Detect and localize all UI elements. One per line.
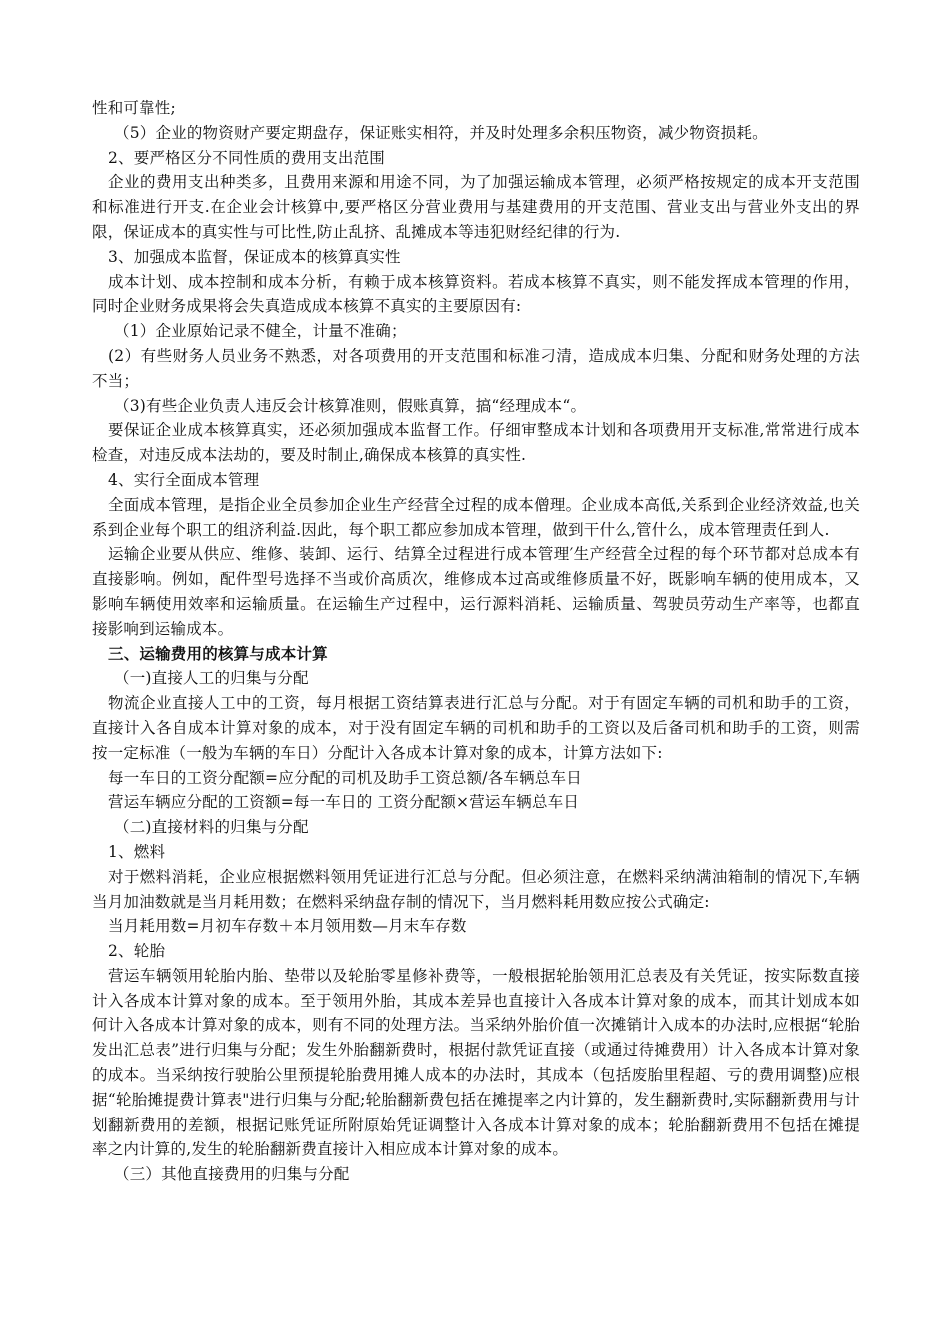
list-item: (2）有些财务人员业务不熟悉，对各项费用的开支范围和标准刁清，造成成本归集、分配和财务处理的方法不当；: [92, 346, 860, 390]
formula: 当月耗用数=月初车存数＋本月领用数—月末车存数: [108, 917, 467, 936]
section-heading: 2、轮胎: [108, 942, 166, 961]
list-item: （1）企业原始记录不健全，计量不准确；: [114, 322, 407, 341]
subsection-heading: （三）其他直接费用的归集与分配: [114, 1165, 350, 1184]
section-heading: 2、要严格区分不同性质的费用支出范围: [108, 148, 385, 167]
paragraph: 营运车辆领用轮胎内胎、垫带以及轮胎零星修补费等，一般根据轮胎领用汇总表及有关凭证，按实际数直接计入各成本计算对象的成本。至于领用外胎，其成本差异也直接计入各成本计算对象的成本，而其计划成本如何计入各成本计算对象的成本，则有不同的处理方法。当采纳外胎价值一次摊销计入成本的办法时,应根据“轮胎发出汇总表”进行归集与分配；发生外胎翻新费时，根据付款凭证直接（或通过待摊费用）计入各成本计算对象的成本。当采纳按行驶胎公里预提轮胎费用摊人成本的办法时，其成本（包括废胎里程超、亏的费用调整)应根据“轮胎摊提费计算表"进行归集与分配;轮胎翻新费包括在摊提率之内计算的，发生翻新费时,实际翻新费用与计划翻新费用的差额，根据记账凭证所附原始凭证调整计入各成本计算对象的成本；轮胎翻新费用不包括在摊提率之内计算的,发生的轮胎翻新费直接计入相应成本计算对象的成本。: [92, 966, 860, 1159]
formula: 每一车日的工资分配额=应分配的司机及助手工资总额/各车辆总车日: [108, 768, 582, 787]
section-heading: 4、实行全面成本管理: [108, 470, 260, 489]
paragraph: 运输企业要从供应、维修、装卸、运行、结算全过程进行成本管理′生产经营全过程的每个环节都对总成本有直接影响。例如，配件型号选择不当或价高质次，维修成本过高或维修质量不好，既影响车辆的使用成本，又影响车辆使用效率和运输质量。在运输生产过程中，运行源料消耗、运输质量、驾驶员劳动生产率等，也都直接影响到运输成本。: [92, 545, 860, 638]
section-heading: 3、加强成本监督，保证成本的核算真实性: [108, 247, 401, 266]
paragraph: 要保证企业成本核算真实，还必须加强成本监督工作。仔细审整成本计划和各项费用开支标准,常常进行成本检查，对违反成本法劫的，要及时制止,确保成本核算的真实性.: [92, 421, 860, 465]
chapter-heading: 三、运输费用的核算与成本计算: [108, 643, 328, 663]
list-item: （3)有些企业负责人违反会计核算准则，假账真算，搞“经理成本“。: [114, 396, 587, 415]
list-item: （5）企业的物资财产要定期盘存，保证账实相符，并及时处理多余积压物资，减少物资损耗。: [114, 123, 768, 142]
subsection-heading: （二)直接材料的归集与分配: [114, 818, 309, 837]
paragraph: 性和可靠性;: [92, 99, 176, 117]
paragraph: 物流企业直接人工中的工资，每月根据工资结算表进行汇总与分配。对于有固定车辆的司机和助手的工资，直接计入各自成本计算对象的成本，对于没有固定车辆的司机和助手的工资以及后备司机和助手的工资，则需按一定标准（一般为车辆的车日）分配计入各成本计算对象的成本，计算方法如下:: [92, 694, 860, 762]
document-page: [92, 96, 860, 1187]
section-heading: 1、燃料: [108, 842, 166, 861]
subsection-heading: （一)直接人工的归集与分配: [114, 669, 309, 688]
paragraph: 企业的费用支出种类多，且费用来源和用途不同，为了加强运输成本管理，必须严格按规定的成本开支范围和标准进行开支.在企业会计核算中,要严格区分营业费用与基建费用的开支范围、营业支出与营业外支出的界限，保证成本的真实性与可比性,防止乱挤、乱摊成本等违犯财经纪律的行为.: [92, 173, 860, 241]
paragraph: 成本计划、成本控制和成本分析，有赖于成本核算资料。若成本核算不真实，则不能发挥成本管理的作用，同时企业财务成果将会失真造成成本核算不真实的主要原因有:: [92, 272, 860, 316]
paragraph: 对于燃料消耗，企业应根据燃料领用凭证进行汇总与分配。但必须注意，在燃料采纳满油箱制的情况下,车辆当月加油数就是当月耗用数；在燃料采纳盘存制的情况下，当月燃料耗用数应按公式确定:: [92, 867, 860, 911]
formula: 营运车辆应分配的工资额=每一车日的 工资分配额×营运车辆总车日: [108, 793, 580, 812]
paragraph: 全面成本管理，是指企业全员参加企业生产经营全过程的成本僧理。企业成本高低,关系到企业经济效益,也关系到企业每个职工的组济利益.因此，每个职工都应参加成本管理，做到干什么,管什么，成本管理责任到人.: [92, 495, 860, 539]
